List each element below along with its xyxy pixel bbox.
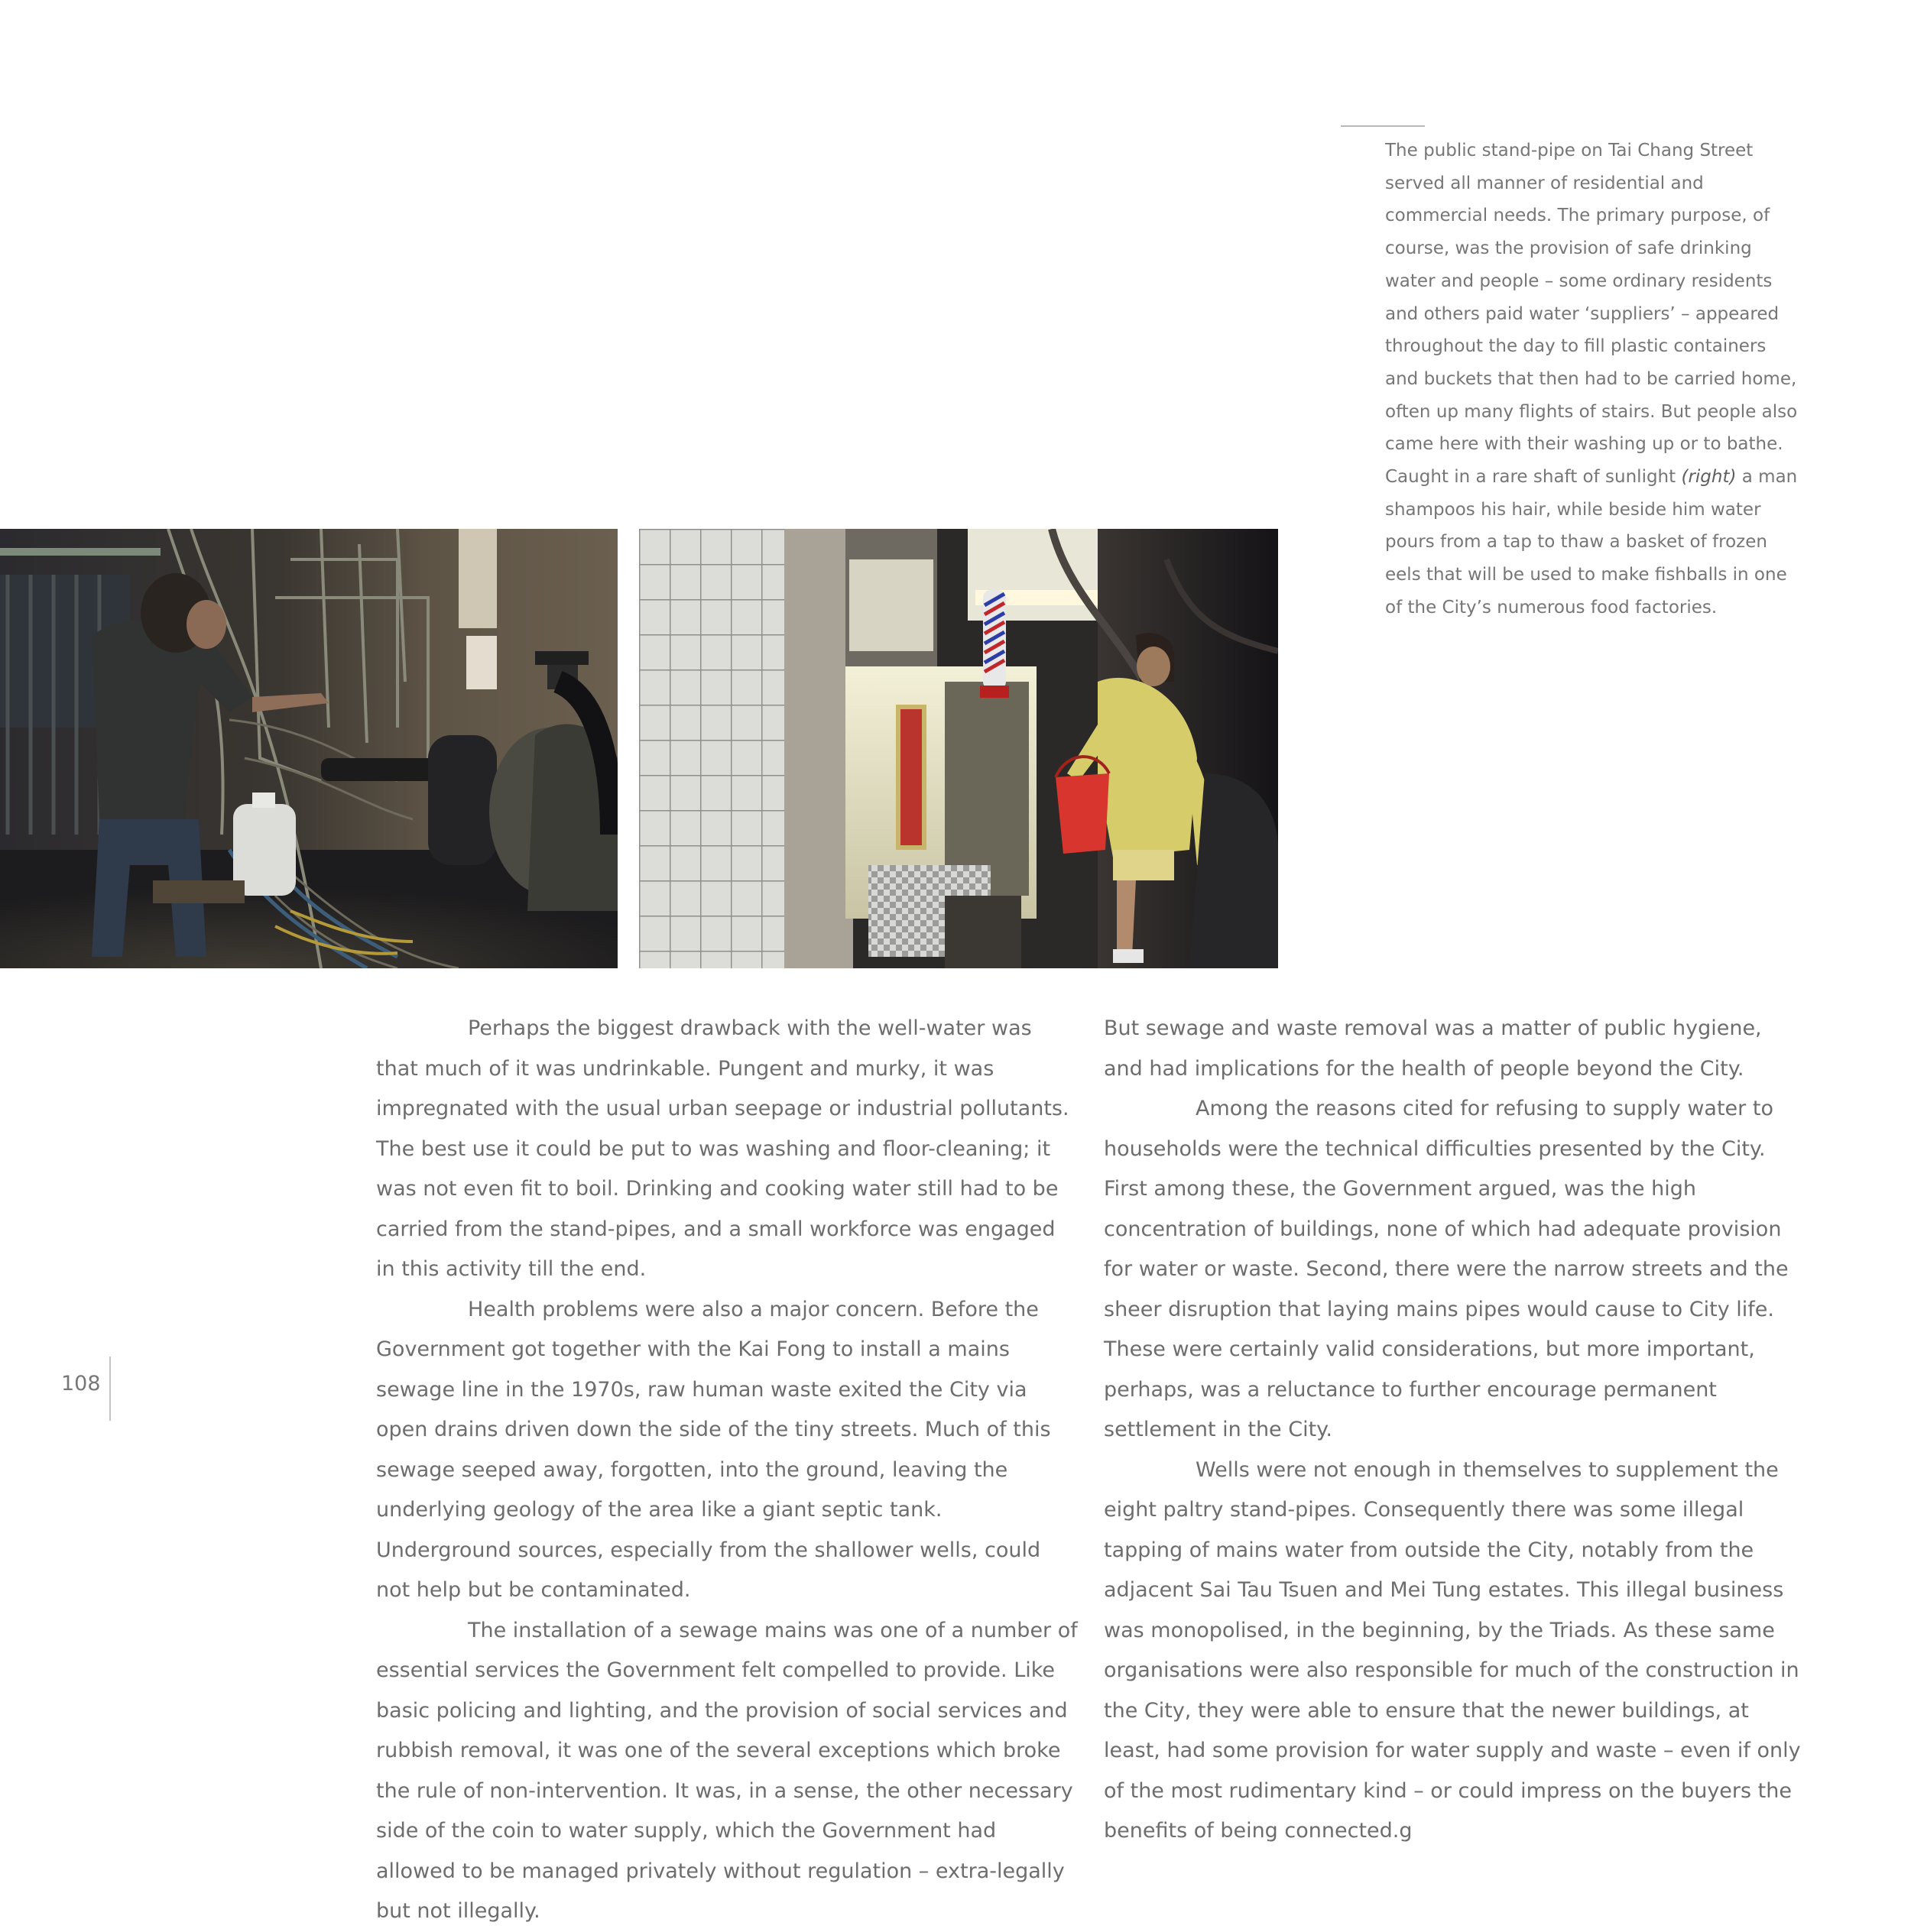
body-column-left [376, 1009, 1079, 1932]
page-number: 108 [61, 1372, 101, 1396]
paragraph: Among the reasons cited for refusing to supply water to households were the technical difficulties presented by the City. First among these, the Government argued, was the high concentration of buildings, none of which had adequate provision for water or waste. Second, there were the narrow streets and the sheer disruption that laying mains pipes would cause to City life. These were certainly valid considerations, but more important, perhaps, was a reluctance to further encourage permanent settlement in the City. [1104, 1097, 1789, 1441]
body-column-right [1104, 1009, 1807, 1852]
caption-text-2: a man shampoos his hair, while beside him water pours from a tap to thaw a basket of frozen eels that will be used to make fishballs in one of the City’s numerous food factories. [1385, 467, 1798, 618]
paragraph: The installation of a sewage mains was one of a number of essential services the Government felt compelled to provide. Like basic policing and lighting, and the provision of social services and rubbish removal, it was one of the several exceptions which broke the rule of non-intervention. It was, in a sense, the other necessary side of the coin to water supply, which the Government had allowed to be managed privately without regulation – extra-legally but not illegally. [376, 1618, 1078, 1923]
photo-caption [1385, 135, 1802, 624]
caption-rule [1341, 125, 1425, 127]
photo-man-with-bucket [639, 529, 1278, 968]
photo-standpipe-woman [0, 529, 618, 968]
paragraph: Health problems were also a major concern. Before the Government got together with the Kai Fong to install a mains sewage line in the 1970s, raw human waste exited the City via open drains driven down the side of the tiny streets. Much of this sewage seeped away, forgotten, into the ground, leaving the underlying geology of the area like a giant septic tank. Underground sources, especially from the shallower wells, could not help but be contaminated. [376, 1297, 1051, 1602]
paragraph: Perhaps the biggest drawback with the well-water was that much of it was undrinkable. Pungent and murky, it was impregnated with the usual urban seepage or industrial pollutants. The best use it could be put to was washing and floor-cleaning; it was not even fit to boil. Drinking and cooking water still had to be carried from the stand-pipes, and a small workforce was engaged in this activity till the end. [376, 1016, 1069, 1281]
caption-text-1: The public stand-pipe on Tai Chang Street served all manner of residential and commercial needs. The primary purpose, of course, was the provision of safe drinking water and people – some ordinary residents and others paid water ‘suppliers’ – appeared throughout the day to fill plastic containers and buckets that then had to be carried home, often up many flights of stairs. But people also came here with their washing up or to bathe. Caught in a rare shaft of sunlight [1385, 141, 1798, 488]
caption-emphasis: (right) [1681, 467, 1737, 488]
paragraph: Wells were not enough in themselves to supplement the eight paltry stand-pipes. Consequently there was some illegal tapping of mains water from outside the City, notably from the adjacent Sai Tau Tsuen and Mei Tung estates. This illegal business was monopolised, in the beginning, by the Triads. As these same organisations were also responsible for much of the construction in the City, they were able to ensure that the newer buildings, at least, had some provision for water supply and waste – even if only of the most rudimentary kind – or could impress on the buyers the benefits of being connected.g [1104, 1457, 1801, 1843]
page-number-rule [109, 1357, 111, 1421]
paragraph: But sewage and waste removal was a matter of public hygiene, and had implications for the health of people beyond the City. [1104, 1016, 1762, 1081]
